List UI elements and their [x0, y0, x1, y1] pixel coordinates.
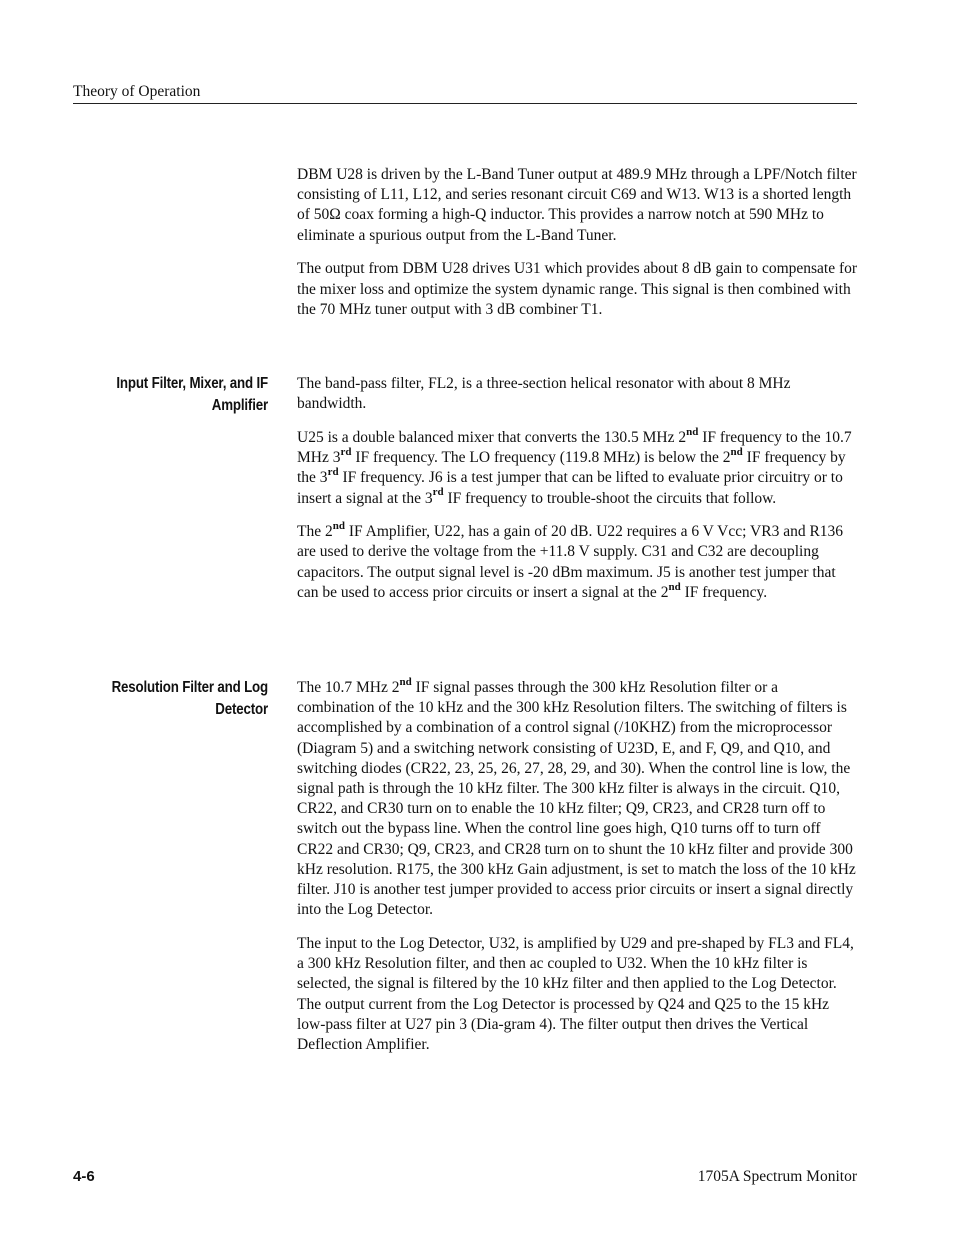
page-number: 4-6	[73, 1168, 95, 1185]
section-heading-line: Input Filter, Mixer, and IF	[116, 375, 268, 392]
header-rule	[73, 103, 857, 104]
input-filter-paragraph-2: U25 is a double balanced mixer that converts the 130.5 MHz 2nd IF frequency to the 10.7 MHz 3rd IF frequency. The LO frequency (119.8 MHz) is below the 2nd IF frequency by the 3rd IF frequency. J6 is a test jumper that can be lifted to evaluate prior circuitry or to insert a signal at the 3rd IF frequency to trouble-shoot the circuits that follow.	[297, 425, 852, 507]
section-heading-input-filter	[89, 373, 268, 417]
intro-paragraph-1: DBM U28 is driven by the L-Band Tuner output at 489.9 MHz through a LPF/Notch filter consisting of L11, L12, and series resonant circuit C69 and W13. W13 is a shorted length of 50Ω coax forming a high-Q inductor. This provides a narrow notch at 590 MHz to eliminate a spurious output from the L-Band Tuner.	[297, 166, 857, 244]
section-heading-line: Detector	[215, 701, 268, 718]
running-header: Theory of Operation	[73, 83, 201, 100]
section-heading-line: Resolution Filter and Log	[111, 679, 268, 696]
section-heading-line: Amplifier	[211, 397, 268, 414]
input-filter-body	[297, 374, 859, 617]
input-filter-paragraph-3: The 2nd IF Amplifier, U22, has a gain of 20 dB. U22 requires a 6 V Vcc; VR3 and R136 are used to derive the voltage from the +11.8 V supply. C31 and C32 are decoupling capacitors. The output signal level is -20 dBm maximum. J5 is another test jumper that can be used to access prior circuits or insert a signal at the 2nd IF frequency.	[297, 520, 844, 601]
intro-body	[297, 165, 859, 333]
input-filter-paragraph-1: The band-pass filter, FL2, is a three-section helical resonator with about 8 MHz bandwidth.	[297, 375, 791, 413]
section-heading-resolution-filter	[89, 677, 268, 721]
intro-paragraph-2: The output from DBM U28 drives U31 which provides about 8 dB gain to compensate for the mixer loss and optimize the system dynamic range. This signal is then combined with the 70 MHz tuner output with 3 dB combiner T1.	[297, 260, 858, 318]
resolution-filter-body	[297, 675, 859, 1069]
resolution-paragraph-2: The input to the Log Detector, U32, is amplified by U29 and pre-shaped by FL3 and FL4, a 300 kHz Resolution filter, and then ac coupled to U32. When the 10 kHz filter is selected, the signal is filtered by the 10 kHz filter and then applied to the Log Detector. The output current from the Log Detector is processed by Q24 and Q25 to the 15 kHz low-pass filter at U27 pin 3 (Dia-gram 4). The filter output then drives the Vertical Deflection Amplifier.	[297, 934, 854, 1053]
resolution-paragraph-1: The 10.7 MHz 2nd IF signal passes through the 300 kHz Resolution filter or a combination of the 10 kHz and the 300 kHz Resolution filters. The switching of filters is accomplished by a combination of a control signal (/10KHZ) from the microprocessor (Diagram 5) and a switching network consisting of U23D, E, and F, Q9, and Q10, and switching diodes (CR22, 23, 25, 26, 27, 28, 29, and 30). When the control line is low, the signal path is through the 10 kHz filter. The 300 kHz filter is always in the circuit. Q10, CR22, and CR30 turn on to enable the 10 kHz filter; Q9, CR23, and CR28 turn off to switch out the bypass line. When the control line goes high, Q10 turns off to turn off CR22 and CR30; Q9, CR23, and CR28 turn on to shunt the 10 kHz filter and provide 300 kHz resolution. R175, the 300 kHz Gain adjustment, is set to match the loss of the 10 kHz filter. J10 is another test jumper provided to access prior circuits or insert a signal directly into the Log Detector.	[297, 675, 856, 919]
footer-product-name: 1705A Spectrum Monitor	[697, 1168, 857, 1185]
